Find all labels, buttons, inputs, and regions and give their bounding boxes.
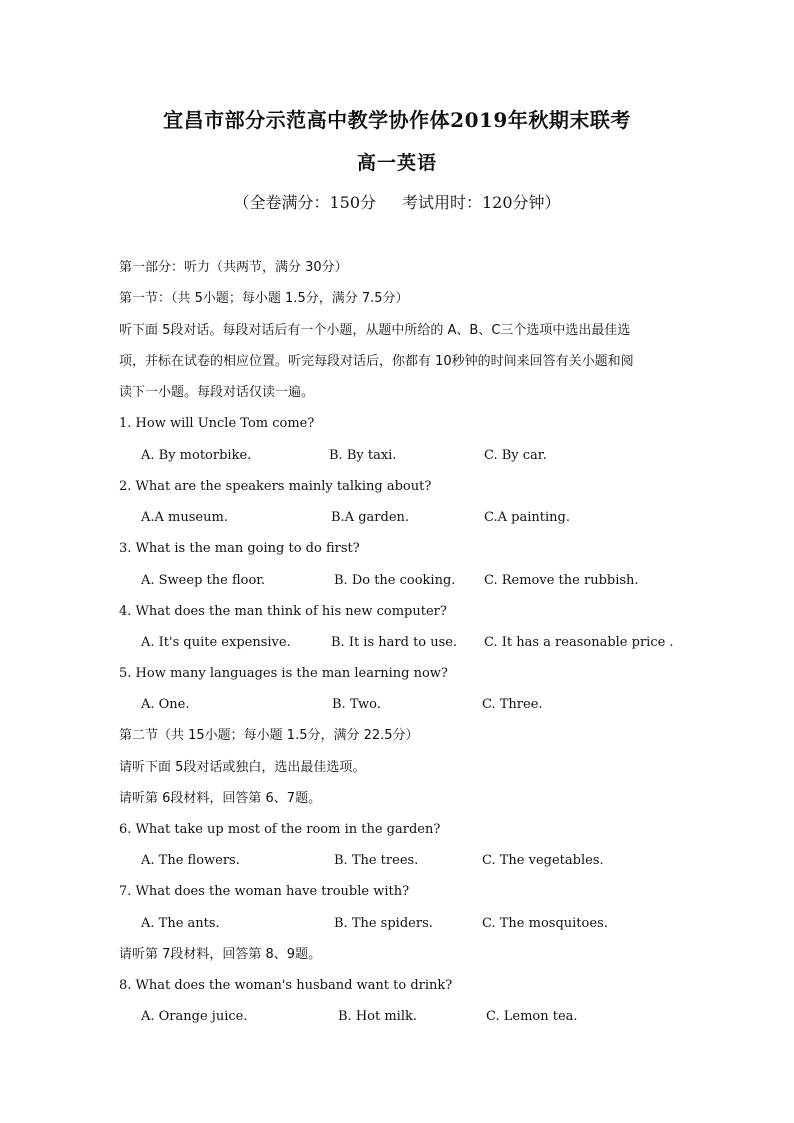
q2-option-b: B.A garden.	[331, 510, 410, 525]
exam-time: 考试用时：120分钟）	[402, 193, 561, 212]
question-8: 8. What does the woman's husband want to drink?	[119, 978, 453, 993]
q4-option-b: B. It is hard to use.	[331, 635, 458, 650]
q2-option-c: C.A painting.	[484, 510, 570, 525]
question-4: 4. What does the man think of his new computer?	[119, 604, 447, 619]
q5-option-c: C. Three.	[482, 697, 543, 712]
instruction-line-2: 项，并标在试卷的相应位置。听完每段对话后，你都有 10秒钟的时间来回答有关小题和阅	[119, 354, 634, 369]
q4-option-a: A. It's quite expensive.	[141, 635, 291, 650]
q4-option-c: C. It has a reasonable price .	[484, 635, 674, 650]
instruction-line-3: 读下一小题。每段对话仅读一遍。	[119, 385, 315, 400]
instruction-line-1: 听下面 5段对话。每段对话后有一个小题，从题中所给的 A、B、C三个选项中选出最佳选	[119, 323, 631, 338]
q3-option-c: C. Remove the rubbish.	[484, 573, 639, 588]
part1-heading: 第一部分：听力（共两节，满分 30分）	[119, 260, 348, 275]
q1-option-a: A. By motorbike.	[141, 448, 252, 463]
q3-option-a: A. Sweep the floor.	[141, 573, 266, 588]
question-6: 6. What take up most of the room in the garden?	[119, 822, 441, 837]
full-score: （全卷满分：150分	[233, 193, 376, 212]
question-1: 1. How will Uncle Tom come?	[119, 416, 315, 431]
q7-option-b: B. The spiders.	[334, 916, 433, 931]
material-7-instruction: 请听第 7段材料，回答第 8、9题。	[119, 947, 322, 962]
exam-info	[0, 190, 794, 213]
q8-option-b: B. Hot milk.	[338, 1009, 417, 1024]
q3-option-b: B. Do the cooking.	[334, 573, 456, 588]
question-3: 3. What is the man going to do first?	[119, 541, 360, 556]
question-5: 5. How many languages is the man learning now?	[119, 666, 448, 681]
section2-instruction: 请听下面 5段对话或独白，选出最佳选项。	[119, 760, 366, 775]
q6-option-b: B. The trees.	[334, 853, 419, 868]
q5-option-a: A. One.	[141, 697, 190, 712]
section2-heading: 第二节（共 15小题；每小题 1.5分，满分 22.5分）	[119, 728, 419, 743]
q2-option-a: A.A museum.	[141, 510, 228, 525]
exam-title: 宜昌市部分示范高中教学协作体2019年秋期末联考	[163, 108, 631, 132]
question-7: 7. What does the woman have trouble with?	[119, 884, 410, 899]
exam-subject: 高一英语	[356, 152, 437, 174]
q1-option-c: C. By car.	[484, 448, 547, 463]
question-2: 2. What are the speakers mainly talking about?	[119, 479, 432, 494]
q8-option-c: C. Lemon tea.	[486, 1009, 578, 1024]
q1-option-b: B. By taxi.	[329, 448, 397, 463]
q8-option-a: A. Orange juice.	[141, 1009, 248, 1024]
q5-option-b: B. Two.	[332, 697, 381, 712]
q7-option-a: A. The ants.	[141, 916, 220, 931]
section1-heading: 第一节：（共 5小题；每小题 1.5分，满分 7.5分）	[119, 291, 409, 306]
q6-option-a: A. The flowers.	[141, 853, 240, 868]
material-6-instruction: 请听第 6段材料，回答第 6、7题。	[119, 791, 322, 806]
q6-option-c: C. The vegetables.	[482, 853, 604, 868]
q7-option-c: C. The mosquitoes.	[482, 916, 608, 931]
